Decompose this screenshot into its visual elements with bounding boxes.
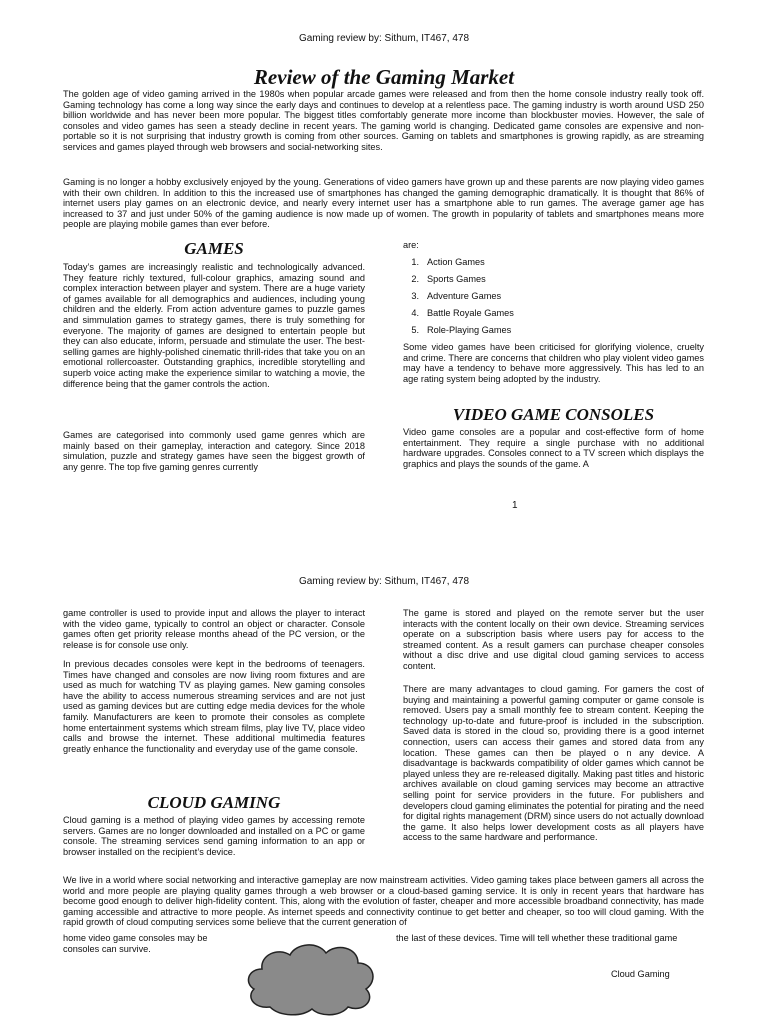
- intro-paragraph-2: Gaming is no longer a hobby exclusively enjoyed by the young. Generations of video gamers have grown up and these parents are now playing video games with their own children. In addition to this the increased use of smartphones has changed the gaming demographic dramatically. It is thought that 86% of internet users play games on an electronic device, and nearly every internet user has a smartphone able to run games. The average gamer age has increased to 37 and just under 50% of the gaming audience is now made up of women. The growth in popularity of tablets and smartphones means more people are playing mobile games than ever before.: [63, 177, 704, 230]
- list-item: 5. Role-Playing Games: [411, 325, 512, 335]
- cloud-gaming-heading: CLOUD GAMING: [147, 793, 281, 812]
- cloud-shape-icon: [240, 935, 380, 1017]
- intro-paragraph-1: The golden age of video gaming arrived in the 1980s when popular arcade games were released and from then the home console industry really took off. Gaming technology has come a long way since the early days and continues to develop at a relentless pace. The gaming industry is worth around USD 250 billion worldwide and has never been more popular. The biggest titles comfortably generate more income than blockbuster movies. However, the sale of consoles and video games has seen a steady decline in recent years. The gaming world is changing. Dedicated game consoles are expensive and non-portable so it is not surprising that industry growth is coming from other sources. Gaming on tablets and smartphones is growing rapidly, as are streaming services and games played through web browsers and social-networking sites.: [63, 89, 704, 152]
- closing-line-left: home video game consoles may be: [63, 933, 208, 943]
- console-paragraph-3: In previous decades consoles were kept in the bedrooms of teenagers. Times have changed and consoles are now living room fixtures and are used as much for watching TV as playing games. New gaming consoles have the ability to access numerous streaming services and are not just used as gaming devices but are cutting edge media devices for the whole family. Manufacturers are keen to promote their consoles as complete home entertainment systems which stream films, play live TV, place video calls and browse the internet. These additional multimedia features greatly enhance the functionality and everyday use of the game console.: [63, 659, 365, 754]
- page1-header: Gaming review by: Sithum, IT467, 478: [298, 33, 470, 44]
- console-paragraph-2: game controller is used to provide input and allows the player to interact with the video game, typically to control an object or character. Console games often get priority release months ahead of the PC version, or the release is for console use only.: [63, 608, 365, 650]
- consoles-heading: VIDEO GAME CONSOLES: [452, 405, 655, 424]
- games-paragraph-1: Today’s games are increasingly realistic and technologically advanced. They feature richly textured, full-colour graphics, amazing sound and complex interaction between player and system. There are a huge variety of games available for all demographics and audiences, including young children and the elderly. From action adventure games to puzzle games and simmulation games to strategy games, there is truly something for everyone. The majority of games are designed to entertain people but they can also educate, inform, persuade and stimulate the user. The best-selling games are highly-polished cinematic thrill-rides that take you on an emotional rollercoaster. Outstanding graphics, incredible storytelling and superb voice acting make the experience similar to watching a movie, the difference being that the gamer controls the action.: [63, 262, 365, 389]
- list-item: 3. Adventure Games: [411, 291, 502, 301]
- games-heading: GAMES: [184, 239, 244, 258]
- closing-paragraph: We live in a world where social networking and interactive gameplay are now mainstream activities. Video gaming takes place between gamers all across the world and more people are playing quality games through a web browser or a cloud-based gaming service. It is only in recent years that hardware has become good enough to deliver high-fidelity content. This, along with the evolution of faster, cheaper and more accessible broadband connectivity, has made gaming accessible and attractive to more people. As internet speeds and connectivity continue to get better and cheaper, so too will cloud gaming. With the rapid growth of cloud computing services some believe that the current generation of: [63, 875, 704, 928]
- page-number: 1: [512, 500, 518, 511]
- cloud-paragraph-3: There are many advantages to cloud gaming. For gamers the cost of buying and maintaining a powerful gaming computer or game console is removed. Users pay a small monthly fee to stream content. Keeping the technology up-to-date and future-proof is included in the subscription. Saved data is stored in the cloud so, providing there is a good internet connection, users can access their games and stored data from any location. These games can then be played o n any device. A disadvantage is backwards compatibility of older games which cannot be played unless they are re-released digitally. Making past titles and historic archives available on cloud gaming services may become an attractive selling point for service providers in the future. For publishers and developers cloud gaming eliminates the potential for pirating and the need for digital rights management (DRM) since users do not actually download the game. It also helps lower development costs as all players have access to the same hardware and performance.: [403, 684, 704, 843]
- criticism-paragraph: Some video games have been criticised for glorifying violence, cruelty and crime. There are concerns that children who play violent video games may have a tendency to behave more aggressively. This has led to an age rating system being adopted by the industry.: [403, 342, 704, 384]
- list-item: 2. Sports Games: [411, 274, 486, 284]
- cloud-paragraph-1: Cloud gaming is a method of playing video games by accessing remote servers. Games are no longer downloaded and installed on a PC or game console. The streaming services send gaming information to an app or browser installed on the recipient’s device.: [63, 815, 365, 857]
- document-title: Review of the Gaming Market: [253, 65, 515, 89]
- genre-list: [403, 257, 704, 342]
- list-item: 4. Battle Royale Games: [411, 308, 514, 318]
- page2-header: Gaming review by: Sithum, IT467, 478: [298, 576, 470, 587]
- closing-line-last: consoles can survive.: [63, 944, 151, 954]
- games-paragraph-2: Games are categorised into commonly used game genres which are mainly based on their gameplay, interaction and category. Since 2018 simulation, puzzle and strategy games have seen the biggest growth of any genre. The top five gaming genres currently: [63, 430, 365, 472]
- cloud-paragraph-2: The game is stored and played on the remote server but the user interacts with the content locally on their own device. Streaming services operate on a subscription basis where users pay for access to the streamed content. As a result gamers can purchase cheaper consoles without a disc drive and use digital cloud gaming services to access content.: [403, 608, 704, 671]
- closing-line-right: the last of these devices. Time will tell whether these traditional game: [396, 933, 678, 943]
- list-item: 1. Action Games: [411, 257, 485, 267]
- are-text: are:: [403, 240, 419, 250]
- cloud-caption: Cloud Gaming: [611, 969, 670, 979]
- consoles-paragraph-1: Video game consoles are a popular and cost-effective form of home entertainment. They require a single purchase with no additional hardware upgrades. Consoles connect to a TV screen which displays the graphics and plays the sounds of the game. A: [403, 427, 704, 469]
